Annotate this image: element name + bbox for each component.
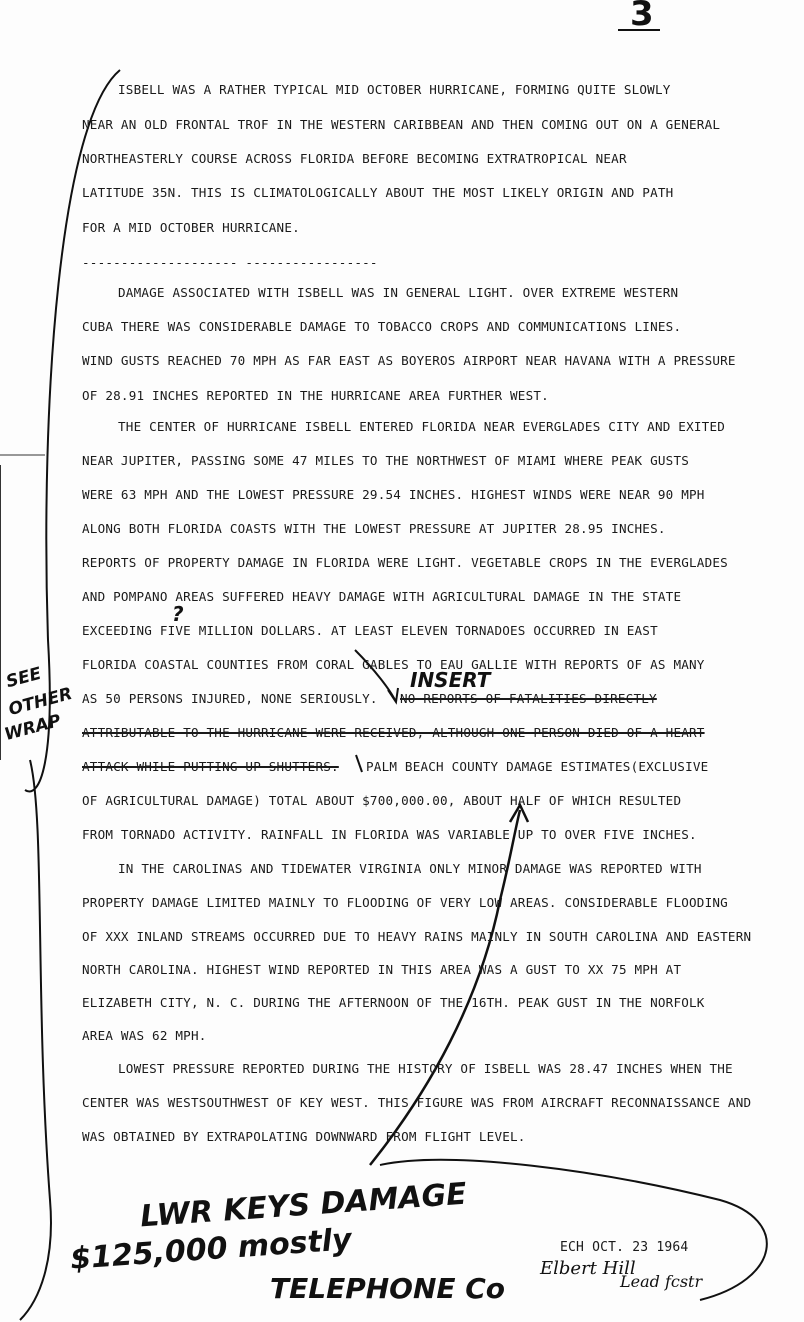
date-stamp: ECH OCT. 23 1964	[560, 1240, 689, 1255]
question-mark: ?	[172, 602, 184, 626]
signature: Elbert Hill	[540, 1258, 636, 1279]
para4-line2: PROPERTY DAMAGE LIMITED MAINLY TO FLOODING OF VERY LOW AREAS. CONSIDERABLE FLOODING	[82, 895, 728, 910]
para2-line4: OF 28.91 INCHES REPORTED IN THE HURRICANE AREA FURTHER WEST.	[82, 388, 549, 403]
insert-note: INSERT	[410, 668, 491, 692]
para3-line3: WERE 63 MPH AND THE LOWEST PRESSURE 29.54 INCHES. HIGHEST WINDS WERE NEAR 90 MPH	[82, 487, 705, 502]
para3-line6: AND POMPANO AREAS SUFFERED HEAVY DAMAGE WITH AGRICULTURAL DAMAGE IN THE STATE	[82, 589, 682, 604]
margin-note-see: SEE	[4, 663, 44, 693]
after-strike-text: PALM BEACH COUNTY DAMAGE ESTIMATES(EXCLUSIVE	[366, 759, 709, 774]
para1-line4: LATITUDE 35N. THIS IS CLIMATOLOGICALLY ABOUT THE MOST LIKELY ORIGIN AND PATH	[82, 185, 674, 200]
para4-line1: IN THE CAROLINAS AND TIDEWATER VIRGINIA ONLY MINOR DAMAGE WAS REPORTED WITH	[118, 861, 702, 876]
para4-line4: NORTH CAROLINA. HIGHEST WIND REPORTED IN THIS AREA WAS A GUST TO XX 75 MPH AT	[82, 962, 682, 977]
para3-line2: NEAR JUPITER, PASSING SOME 47 MILES TO THE NORTHWEST OF MIAMI WHERE PEAK GUSTS	[82, 453, 690, 468]
para5-line3: WAS OBTAINED BY EXTRAPOLATING DOWNWARD FROM FLIGHT LEVEL.	[82, 1129, 526, 1144]
para4-line6: AREA WAS 62 MPH.	[82, 1028, 207, 1043]
para3-line8: FLORIDA COASTAL COUNTIES FROM CORAL GABLES TO EAU GALLIE WITH REPORTS OF AS MANY	[82, 657, 705, 672]
struck-text-1: NO REPORTS OF FATALITIES DIRECTLY	[400, 691, 657, 706]
divider: -------------------- -----------------	[82, 255, 378, 270]
para3-line1: THE CENTER OF HURRICANE ISBELL ENTERED FLORIDA NEAR EVERGLADES CITY AND EXITED	[118, 419, 726, 434]
para1-line3: NORTHEASTERLY COURSE ACROSS FLORIDA BEFORE BECOMING EXTRATROPICAL NEAR	[82, 151, 627, 166]
para3-line5: REPORTS OF PROPERTY DAMAGE IN FLORIDA WERE LIGHT. VEGETABLE CROPS IN THE EVERGLADES	[82, 555, 728, 570]
para2-line3: WIND GUSTS REACHED 70 MPH AS FAR EAST AS BOYEROS AIRPORT NEAR HAVANA WITH A PRESSURE	[82, 353, 736, 368]
para5-line1: LOWEST PRESSURE REPORTED DURING THE HISTORY OF ISBELL WAS 28.47 INCHES WHEN THE	[118, 1061, 733, 1076]
para3-line4: ALONG BOTH FLORIDA COASTS WITH THE LOWEST PRESSURE AT JUPITER 28.95 INCHES.	[82, 521, 666, 536]
margin-note-other: OTHER	[6, 683, 75, 721]
struck-text-3: ATTACK WHILE PUTTING UP SHUTTERS.	[82, 759, 339, 774]
struck-text-2: ATTRIBUTABLE TO THE HURRICANE WERE RECEIVED, ALTHOUGH ONE PERSON DIED OF A HEART	[82, 725, 705, 740]
para3-tail2: FROM TORNADO ACTIVITY. RAINFALL IN FLORIDA WAS VARIABLE UP TO OVER FIVE INCHES.	[82, 827, 697, 842]
bottom-note-2: $125,000 mostly	[69, 1222, 353, 1277]
para4-line5: ELIZABETH CITY, N. C. DURING THE AFTERNOON OF THE 16TH. PEAK GUST IN THE NORFOLK	[82, 995, 705, 1010]
bottom-note-1: LWR KEYS DAMAGE	[139, 1176, 468, 1235]
para5-line2: CENTER WAS WESTSOUTHWEST OF KEY WEST. THIS FIGURE WAS FROM AIRCRAFT RECONNAISSANCE AND	[82, 1095, 752, 1110]
bottom-note-3: TELEPHONE Co	[270, 1272, 506, 1305]
para1-line2: NEAR AN OLD FRONTAL TROF IN THE WESTERN CARIBBEAN AND THEN COMING OUT ON A GENERAL	[82, 117, 721, 132]
margin-note-wrap: WRAP	[2, 710, 64, 746]
para1-line5: FOR A MID OCTOBER HURRICANE.	[82, 220, 300, 235]
page-number: 3	[630, 0, 654, 34]
para3-tail1: OF AGRICULTURAL DAMAGE) TOTAL ABOUT $700,000.00, ABOUT HALF OF WHICH RESULTED	[82, 793, 682, 808]
para3-line7: EXCEEDING FIVE MILLION DOLLARS. AT LEAST ELEVEN TORNADOES OCCURRED IN EAST	[82, 623, 658, 638]
para2-line1: DAMAGE ASSOCIATED WITH ISBELL WAS IN GENERAL LIGHT. OVER EXTREME WESTERN	[118, 285, 679, 300]
para1-line1: ISBELL WAS A RATHER TYPICAL MID OCTOBER HURRICANE, FORMING QUITE SLOWLY	[118, 82, 671, 97]
para4-line3: OF XXX INLAND STREAMS OCCURRED DUE TO HEAVY RAINS MAINLY IN SOUTH CAROLINA AND EASTERN	[82, 929, 752, 944]
signature-title: Lead fcstr	[620, 1272, 703, 1291]
para3-line9: AS 50 PERSONS INJURED, NONE SERIOUSLY.	[82, 691, 378, 706]
para2-line2: CUBA THERE WAS CONSIDERABLE DAMAGE TO TOBACCO CROPS AND COMMUNICATIONS LINES.	[82, 319, 682, 334]
